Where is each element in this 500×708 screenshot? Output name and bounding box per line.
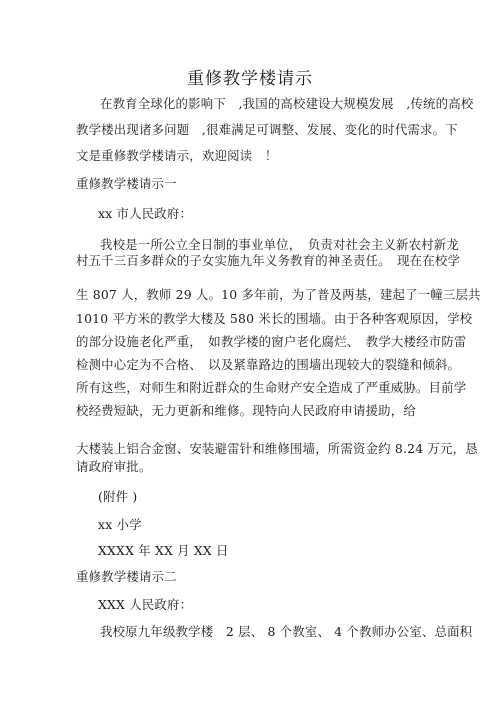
section1-body-line-1: 我校是一所公立全日制的事业单位， 负责对社会主义新农村新龙	[100, 237, 459, 252]
section2-recipient: XXX 人民政府：	[98, 597, 193, 612]
intro-line-1: 在教育全球化的影响下 ,我国的高校建设大规模发展 ,传统的高校	[100, 96, 474, 111]
signature-date: XXXX 年 XX 月 XX 日	[98, 543, 229, 558]
section1-body-line-2: 村五千三百多群众的子女实施九年义务教育的神圣责任。 现在在校学	[76, 253, 461, 268]
intro-line-3: 文是重修教学楼请示，欢迎阅读 ！	[76, 148, 278, 163]
section2-heading: 重修教学楼请示二	[76, 569, 177, 584]
section1-body-line-5: 的部分设施老化严重， 如教学楼的窗户老化腐烂、 教学大楼经市防雷	[76, 334, 467, 349]
section2-body-line-1: 我校原九年级教学楼 2 层、 8 个教室、 4 个教师办公室、总面积	[100, 624, 473, 639]
section1-body-line-4: 1010 平方米的教学大楼及 580 米长的围墙。由于各种客观原因，学校	[76, 311, 473, 326]
section1-body2-line-2: 请政府审批。	[76, 459, 152, 474]
section1-body-line-3: 生 807 人，教师 29 人。10 多年前，为了普及两基，建起了一幢三层共	[76, 287, 481, 302]
document-title: 重修教学楼请示	[187, 69, 313, 89]
attachment-label: (附件 )	[98, 489, 138, 504]
section1-body-line-7: 所有这些，对师生和附近群众的生命财产安全造成了严重威胁。目前学	[76, 380, 467, 395]
section1-recipient: xx 市人民政府：	[98, 206, 193, 221]
section1-heading: 重修教学楼请示一	[76, 176, 177, 191]
intro-line-2: 教学楼出现诸多问题 ,很难满足可调整、发展、变化的时代需求。下	[76, 122, 458, 137]
section1-body-line-8: 校经费短缺，无力更新和维修。现特向人民政府申请援助，给	[76, 403, 416, 418]
section1-body-line-6: 检测中心定为不合格、 以及紧靠路边的围墙出现较大的裂缝和倾斜。	[76, 357, 461, 372]
signature-org: xx 小学	[98, 517, 142, 532]
section1-body2-line-1: 大楼装上铝合金窗、安装避雷针和维修围墙，所需资金约 8.24 万元，恳	[76, 441, 478, 456]
